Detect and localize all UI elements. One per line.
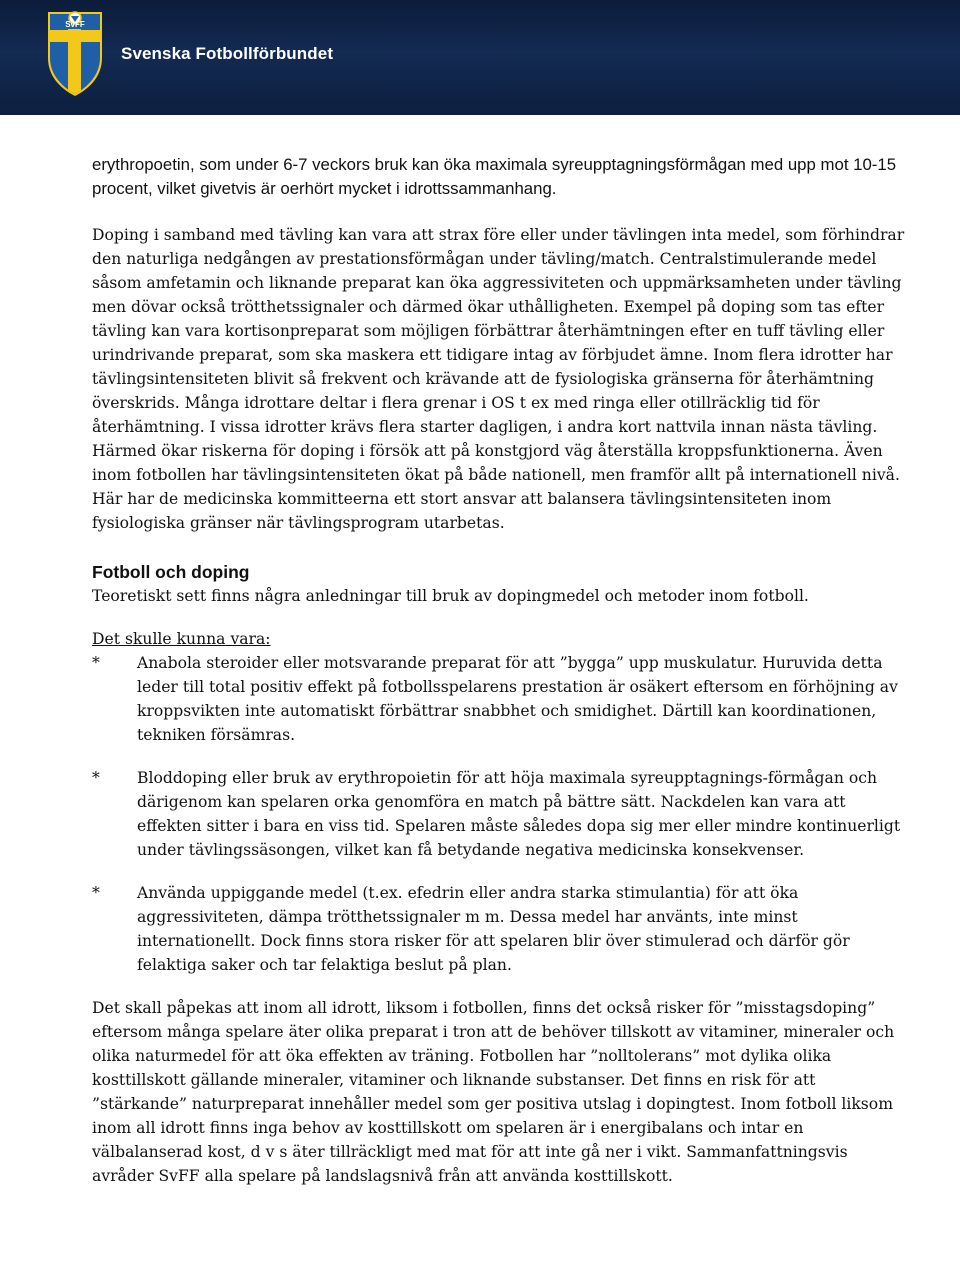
list-item-text: Anabola steroider eller motsvarande preparat för att ”bygga” upp muskulatur. Huruvida detta leder till total positiv effekt på fotbollsspelarens prestation är osäkert eftersom en förhöjning av kroppsvikten inte automatiskt förbättrar snabbhet och smidighet. Därtill kan koordinationen, tekniken försämras. — [137, 654, 898, 744]
bullet-marker: * — [92, 654, 100, 672]
section-heading: Fotboll och doping — [92, 562, 250, 582]
bullet-marker: * — [92, 884, 100, 902]
svff-shield-logo — [46, 6, 104, 96]
logo-text: SvFF — [65, 20, 85, 29]
closing-paragraph: Det skall påpekas att inom all idrott, liksom i fotbollen, finns det också risker för ”misstagsdoping” eftersom många spelare äter olika preparat i tron att de behöver tillskott av vitaminer, mineraler och olika naturmedel för att öka effekten av träning. Fotbollen har ”nolltolerans” mot dylika olika kosttillskott gällande mineraler, vitaminer och liknande substanser. Det finns en risk för att ”stärkande” naturpreparat innehåller medel som ger positiva utslag i dopingtest. Inom fotboll liksom inom all idrott finns inga behov av kosttillskott om spelaren är i energibalans och intar en välbalanserad kost, d v s äter tillräckligt med mat för att inte gå ner i vikt. Sammanfattningsvis avråder SvFF alla spelare på landslagsnivå från att använda kosttillskott. — [92, 999, 895, 1185]
document-body — [92, 153, 912, 1188]
intro-paragraph: erythropoetin, som under 6-7 veckors bruk kan öka maximala syreupptagningsförmågan med upp mot 10-15 procent, vilket givetvis är oerhört mycket i idrottssammanhang. — [92, 155, 897, 198]
paragraph-doping-competition: Doping i samband med tävling kan vara att strax före eller under tävlingen inta medel, som förhindrar den naturliga nedgången av prestationsförmågan under tävling/match. Centralstimulerande medel såsom amfetamin och liknande preparat kan öka aggressiviteten och uppmärksamheten under tävling men dövar också trötthetssignaler och därmed ökar uthålligheten. Exempel på doping som tas efter tävling kan vara kortisonpreparat som möjligen förbättrar återhämtningen efter en tuff tävling eller urindrivande preparat, som ska maskera ett tidigare intag av förbjudet ämne. Inom flera idrotter har tävlingsintensiteten blivit så frekvent och krävande att de fysiologiska gränserna för återhämtning överskrids. Många idrottare deltar i flera grenar i OS t ex med ringa eller otillräcklig tid för återhämtning. I vissa idrotter krävs flera starter dagligen, i andra kort nattvila innan nästa tävling. Härmed ökar riskerna för doping i försök att på konstgjord väg återställa kroppsfunktionerna. Även inom fotbollen har tävlingsintensiteten ökat på både nationell, men framför allt på internationell nivå. Här har de medicinska kommitteerna ett stort ansvar att balansera tävlingsintensiteten inom fysiologiska gränser när tävlingsprogram utarbetas. — [92, 226, 905, 532]
letterhead-banner — [0, 0, 960, 115]
list-item — [92, 651, 912, 747]
list-item-text: Använda uppiggande medel (t.ex. efedrin eller andra starka stimulantia) för att öka aggressiviteten, dämpa trötthetssignaler m m. Dessa medel har använts, inte minst internationellt. Dock finns stora risker för att spelaren blir över stimulerad och därför gör felaktiga saker och tar felaktiga beslut på plan. — [137, 884, 850, 974]
bullet-marker: * — [92, 769, 100, 787]
list-item — [92, 766, 912, 862]
list-intro: Det skulle kunna vara: — [92, 630, 271, 648]
section-intro: Teoretiskt sett finns några anledningar till bruk av dopingmedel och metoder inom fotboll. — [92, 587, 809, 605]
list-item — [92, 881, 912, 977]
brand-name: Svenska Fotbollförbundet — [121, 44, 334, 63]
list-item-text: Bloddoping eller bruk av erythropoietin för att höja maximala syreupptagnings-förmågan och därigenom kan spelaren orka genomföra en match på bättre sätt. Nackdelen kan vara att effekten sitter i bara en viss tid. Spelaren måste således dopa sig mer eller mindre kontinuerligt under tävlingssäsongen, vilket kan få betydande negativa medicinska konsekvenser. — [137, 769, 901, 859]
